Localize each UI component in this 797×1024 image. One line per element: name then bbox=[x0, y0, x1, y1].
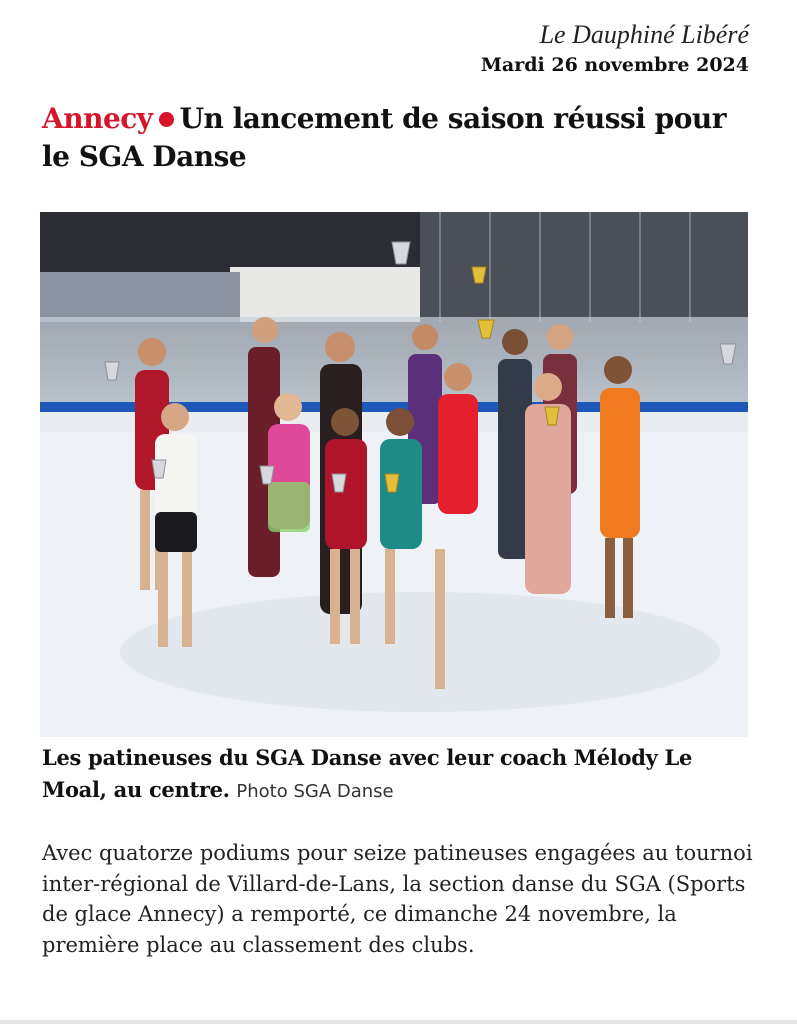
article-headline bbox=[42, 100, 762, 176]
photo-caption bbox=[42, 742, 752, 807]
publication-date: Mardi 26 novembre 2024 bbox=[480, 54, 749, 76]
masthead bbox=[481, 18, 749, 78]
article-photo bbox=[40, 212, 748, 737]
caption-text: Les patineuses du SGA Danse avec leur coach Mélody Le Moal, au centre. bbox=[42, 745, 693, 802]
headline-title: Un lancement de saison réussi pour le SGA Danse bbox=[42, 102, 727, 173]
newspaper-name: Le Dauphiné Libéré bbox=[539, 20, 749, 49]
bottom-divider bbox=[0, 1020, 797, 1024]
headline-place: Annecy bbox=[42, 102, 153, 135]
article-body: Avec quatorze podiums pour seize patineuses engagées au tournoi inter-régional de Villard-de-Lans, la section danse du SGA (Sports de glace Annecy) a remporté, ce dimanche 24 novembre, la première place au classement des clubs. bbox=[42, 841, 753, 957]
photo-credit: Photo SGA Danse bbox=[236, 781, 394, 802]
red-dot-icon bbox=[159, 112, 174, 127]
skaters-photo-illustration bbox=[40, 212, 748, 737]
